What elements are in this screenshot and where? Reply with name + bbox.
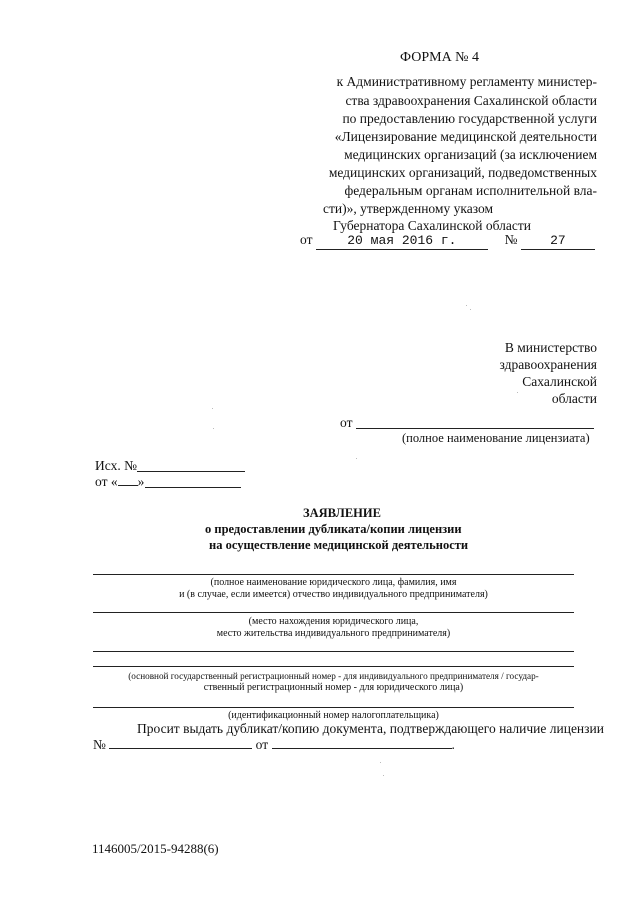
regulation-line: Губернатора Сахалинской области [333, 218, 531, 233]
scan-speck [380, 762, 381, 763]
decree-date-prefix: от [300, 232, 313, 247]
decree-number-value: 27 [521, 233, 595, 250]
inn-caption: (идентификационный номер налогоплательщика) [228, 710, 439, 721]
regulation-line: «Лицензирование медицинской деятельности [334, 129, 597, 144]
decree-date-value: 20 мая 2016 г. [316, 233, 488, 250]
ogrn-line-2 [93, 666, 574, 667]
regulation-line: по предоставлению государственной услуги [342, 111, 597, 126]
form-title: ФОРМА № 4 [400, 50, 480, 65]
scan-speck [466, 305, 467, 306]
statement-title: ЗАЯВЛЕНИЕ [303, 506, 381, 520]
scan-speck [356, 458, 357, 459]
address-caption-1: (место нахождения юридического лица, [248, 616, 419, 627]
outgoing-date-label: от « » [95, 474, 145, 489]
name-caption-2: и (в случае, если имеется) отчество индивидуального предпринимателя) [179, 589, 488, 600]
addressee-line: Сахалинской [522, 374, 597, 389]
decree-number-prefix: № [504, 232, 518, 247]
scan-speck [213, 428, 214, 429]
license-date-blank [272, 748, 452, 749]
request-text: Просит выдать дубликат/копию документа, подтверждающего наличие лицензии [137, 721, 604, 736]
inn-line [93, 707, 574, 708]
outgoing-date-line [145, 487, 241, 488]
regulation-line: сти)», утвержденному указом [323, 201, 493, 216]
license-date-prefix: от [255, 737, 269, 752]
ogrn-caption-2: ственный регистрационный номер - для юридического лица) [203, 682, 464, 693]
addressee-line: здравоохранения [499, 357, 597, 372]
scan-speck [470, 309, 471, 310]
statement-subtitle-1: о предоставлении дубликата/копии лицензии [205, 522, 462, 536]
document-code: 1146005/2015-94288(6) [92, 841, 219, 856]
name-caption-1: (полное наименование юридического лица, фамилия, имя [210, 577, 457, 588]
addressee-line: области [551, 391, 597, 406]
applicant-full-name-line [93, 574, 574, 575]
address-line [93, 612, 574, 613]
address-caption-2: место жительства индивидуального предпринимателя) [216, 628, 451, 639]
license-number-row [93, 737, 455, 753]
decree-date-row [300, 232, 595, 250]
regulation-line: медицинских организаций (за исключением [344, 147, 597, 162]
regulation-line: ства здравоохранения Сахалинской области [345, 93, 597, 108]
outgoing-ref-label: Исх. № [95, 458, 137, 473]
scan-speck [212, 408, 213, 409]
ogrn-line-1 [93, 651, 574, 652]
addressee-line: В министерство [504, 340, 597, 355]
regulation-line: федеральным органам исполнительной вла- [344, 183, 597, 198]
license-number-blank [109, 748, 252, 749]
regulation-line: к Административному регламенту министер- [336, 74, 597, 89]
regulation-line: медицинских организаций, подведомственных [328, 165, 597, 180]
request-end: . [451, 737, 455, 752]
outgoing-ref-line [137, 471, 245, 472]
from-applicant-prefix: от [340, 415, 353, 430]
license-number-prefix: № [93, 737, 106, 752]
scan-speck [517, 392, 518, 393]
applicant-name-line [356, 428, 594, 429]
applicant-name-caption: (полное наименование лицензиата) [402, 431, 590, 445]
ogrn-caption-1: (основной государственный регистрационный номер - для индивидуального предпринимателя / государ- [128, 671, 539, 681]
statement-subtitle-2: на осуществление медицинской деятельности [209, 538, 469, 552]
scan-speck [383, 775, 384, 776]
